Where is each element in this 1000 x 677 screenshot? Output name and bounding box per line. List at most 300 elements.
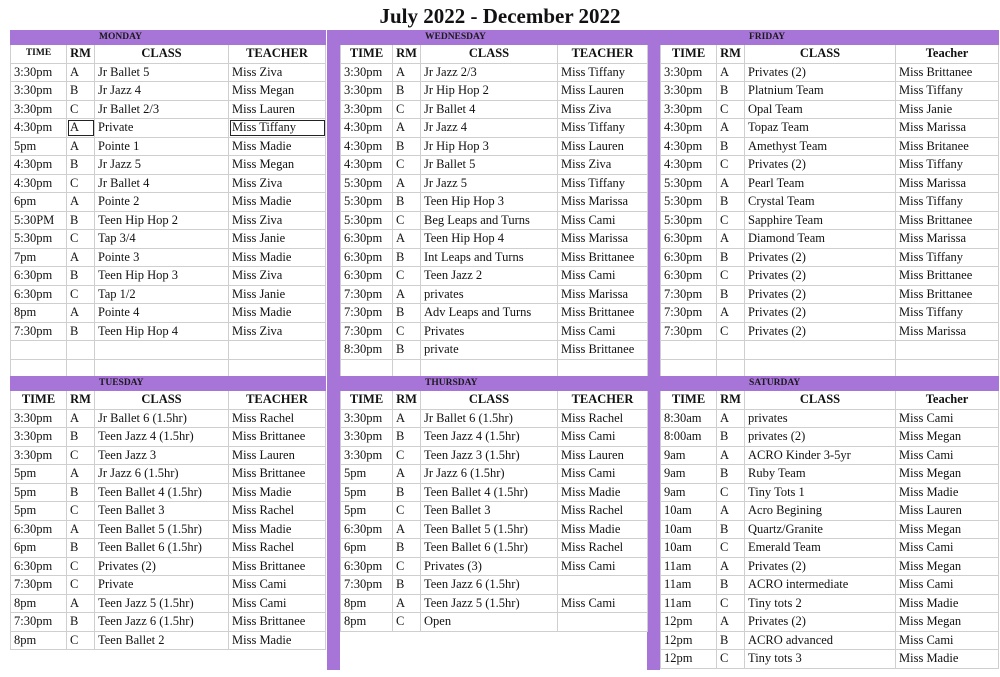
teacher-cell[interactable]: Miss Rachel [229, 502, 326, 521]
time-cell[interactable]: 3:30pm [11, 428, 67, 447]
teacher-cell[interactable]: Miss Tiffany [896, 82, 999, 101]
room-cell[interactable]: B [67, 613, 95, 632]
room-cell[interactable]: C [393, 502, 421, 521]
class-cell[interactable]: Tap 1/2 [95, 285, 229, 304]
time-cell[interactable]: 5pm [341, 483, 393, 502]
class-cell[interactable]: Tiny tots 2 [745, 594, 896, 613]
class-cell[interactable]: Int Leaps and Turns [421, 248, 558, 267]
class-cell[interactable]: Open [421, 613, 558, 632]
teacher-cell[interactable]: Miss Madie [558, 520, 648, 539]
class-cell[interactable]: Teen Hip Hop 4 [95, 322, 229, 341]
class-cell[interactable]: Teen Ballet 5 (1.5hr) [421, 520, 558, 539]
teacher-cell[interactable]: Miss Madie [896, 483, 999, 502]
time-cell[interactable]: 6:30pm [11, 557, 67, 576]
time-cell[interactable]: 7:30pm [661, 304, 717, 323]
class-cell[interactable]: Pointe 2 [95, 193, 229, 212]
teacher-cell[interactable]: Miss Rachel [229, 409, 326, 428]
time-cell[interactable]: 3:30pm [11, 446, 67, 465]
time-cell[interactable]: 3:30pm [341, 100, 393, 119]
room-cell[interactable]: C [393, 156, 421, 175]
class-cell[interactable]: Amethyst Team [745, 137, 896, 156]
room-cell[interactable]: B [393, 576, 421, 595]
teacher-cell[interactable]: Miss Madie [229, 631, 326, 650]
room-cell[interactable]: A [717, 230, 745, 249]
time-cell[interactable]: 5:30pm [661, 211, 717, 230]
teacher-cell[interactable] [558, 359, 648, 378]
time-cell[interactable]: 10am [661, 539, 717, 558]
room-cell[interactable]: B [717, 576, 745, 595]
teacher-cell[interactable]: Miss Lauren [229, 446, 326, 465]
time-cell[interactable]: 7:30pm [661, 285, 717, 304]
teacher-cell[interactable]: Miss Madie [229, 193, 326, 212]
room-cell[interactable]: C [67, 576, 95, 595]
class-cell[interactable]: Beg Leaps and Turns [421, 211, 558, 230]
teacher-cell[interactable]: Miss Lauren [558, 446, 648, 465]
time-cell[interactable]: 8:30am [661, 409, 717, 428]
teacher-cell[interactable]: Miss Cami [558, 557, 648, 576]
class-cell[interactable]: Sapphire Team [745, 211, 896, 230]
time-cell[interactable]: 4:30pm [11, 174, 67, 193]
room-cell[interactable]: B [393, 304, 421, 323]
teacher-cell[interactable]: Miss Tiffany [558, 174, 648, 193]
time-cell[interactable]: 7:30pm [341, 576, 393, 595]
class-cell[interactable]: Privates (2) [745, 285, 896, 304]
class-cell[interactable] [745, 359, 896, 378]
teacher-cell[interactable]: Miss Ziva [229, 322, 326, 341]
class-cell[interactable]: Pointe 1 [95, 137, 229, 156]
time-cell[interactable]: 5:30pm [341, 174, 393, 193]
room-cell[interactable]: A [717, 409, 745, 428]
time-cell[interactable]: 3:30pm [11, 100, 67, 119]
class-cell[interactable] [745, 341, 896, 360]
class-cell[interactable]: Teen Jazz 6 (1.5hr) [421, 576, 558, 595]
time-cell[interactable] [661, 359, 717, 378]
teacher-cell[interactable]: Miss Marissa [558, 230, 648, 249]
teacher-cell[interactable]: Miss Madie [229, 483, 326, 502]
time-cell[interactable]: 3:30pm [341, 446, 393, 465]
teacher-cell[interactable]: Miss Cami [896, 539, 999, 558]
class-cell[interactable]: Pointe 3 [95, 248, 229, 267]
room-cell[interactable]: A [393, 409, 421, 428]
time-cell[interactable]: 6pm [11, 539, 67, 558]
class-cell[interactable]: Teen Hip Hop 3 [95, 267, 229, 286]
time-cell[interactable]: 3:30pm [11, 409, 67, 428]
teacher-cell[interactable]: Miss Cami [558, 594, 648, 613]
teacher-cell[interactable]: Miss Madie [896, 650, 999, 669]
teacher-cell[interactable]: Miss Ziva [558, 156, 648, 175]
time-cell[interactable]: 12pm [661, 631, 717, 650]
teacher-cell[interactable]: Miss Rachel [558, 539, 648, 558]
time-cell[interactable]: 6pm [341, 539, 393, 558]
time-cell[interactable]: 5:30PM [11, 211, 67, 230]
teacher-cell[interactable]: Miss Megan [229, 82, 326, 101]
room-cell[interactable]: C [393, 100, 421, 119]
room-cell[interactable]: B [393, 82, 421, 101]
time-cell[interactable]: 7:30pm [11, 322, 67, 341]
room-cell[interactable]: C [717, 211, 745, 230]
time-cell[interactable]: 7:30pm [661, 322, 717, 341]
room-cell[interactable]: C [717, 650, 745, 669]
room-cell[interactable]: B [67, 267, 95, 286]
class-cell[interactable]: Crystal Team [745, 193, 896, 212]
class-cell[interactable]: private [421, 341, 558, 360]
teacher-cell[interactable] [896, 341, 999, 360]
room-cell[interactable]: B [67, 428, 95, 447]
room-cell[interactable]: A [717, 63, 745, 82]
class-cell[interactable]: Privates [421, 322, 558, 341]
time-cell[interactable]: 4:30pm [661, 119, 717, 138]
class-cell[interactable]: Jr Ballet 4 [95, 174, 229, 193]
room-cell[interactable]: A [67, 304, 95, 323]
room-cell[interactable]: B [717, 82, 745, 101]
room-cell[interactable]: C [717, 594, 745, 613]
teacher-cell[interactable]: Miss Janie [229, 230, 326, 249]
room-cell[interactable]: B [393, 248, 421, 267]
teacher-cell[interactable]: Miss Brittanee [558, 248, 648, 267]
teacher-cell[interactable]: Miss Britanee [896, 137, 999, 156]
time-cell[interactable]: 3:30pm [661, 63, 717, 82]
time-cell[interactable]: 8pm [11, 304, 67, 323]
time-cell[interactable]: 8:00am [661, 428, 717, 447]
teacher-cell[interactable]: Miss Janie [229, 285, 326, 304]
room-cell[interactable]: A [67, 193, 95, 212]
time-cell[interactable]: 3:30pm [341, 428, 393, 447]
class-cell[interactable]: Teen Ballet 3 [421, 502, 558, 521]
teacher-cell[interactable]: Miss Brittanee [229, 428, 326, 447]
time-cell[interactable]: 11am [661, 576, 717, 595]
class-cell[interactable]: Teen Jazz 3 (1.5hr) [421, 446, 558, 465]
class-cell[interactable]: Jr Jazz 6 (1.5hr) [421, 465, 558, 484]
time-cell[interactable]: 12pm [661, 613, 717, 632]
teacher-cell[interactable]: Miss Megan [229, 156, 326, 175]
class-cell[interactable]: Jr Jazz 4 [95, 82, 229, 101]
time-cell[interactable]: 3:30pm [341, 82, 393, 101]
class-cell[interactable]: Pointe 4 [95, 304, 229, 323]
room-cell[interactable]: C [717, 539, 745, 558]
time-cell[interactable]: 4:30pm [11, 119, 67, 138]
teacher-cell[interactable]: Miss Brittanee [229, 465, 326, 484]
class-cell[interactable]: Jr Ballet 4 [421, 100, 558, 119]
teacher-cell[interactable]: Miss Rachel [558, 409, 648, 428]
class-cell[interactable]: Jr Hip Hop 3 [421, 137, 558, 156]
room-cell[interactable]: A [393, 174, 421, 193]
room-cell[interactable]: C [393, 446, 421, 465]
time-cell[interactable]: 3:30pm [11, 82, 67, 101]
room-cell[interactable]: A [67, 594, 95, 613]
class-cell[interactable]: Jr Jazz 5 [95, 156, 229, 175]
teacher-cell[interactable]: Miss Ziva [229, 174, 326, 193]
class-cell[interactable]: Jr Jazz 5 [421, 174, 558, 193]
time-cell[interactable]: 4:30pm [661, 156, 717, 175]
time-cell[interactable]: 10am [661, 520, 717, 539]
class-cell[interactable]: Jr Ballet 5 [421, 156, 558, 175]
class-cell[interactable]: Privates (2) [745, 304, 896, 323]
teacher-cell[interactable]: Miss Tiffany [229, 119, 326, 138]
room-cell[interactable]: C [393, 322, 421, 341]
teacher-cell[interactable]: Miss Tiffany [896, 156, 999, 175]
room-cell[interactable]: A [717, 502, 745, 521]
room-cell[interactable]: A [717, 304, 745, 323]
teacher-cell[interactable]: Miss Megan [896, 520, 999, 539]
time-cell[interactable]: 5:30pm [341, 211, 393, 230]
room-cell[interactable]: C [67, 230, 95, 249]
class-cell[interactable]: Teen Hip Hop 4 [421, 230, 558, 249]
room-cell[interactable]: A [67, 119, 95, 138]
time-cell[interactable]: 6:30pm [11, 285, 67, 304]
time-cell[interactable]: 7pm [11, 248, 67, 267]
time-cell[interactable]: 4:30pm [341, 156, 393, 175]
time-cell[interactable]: 3:30pm [661, 82, 717, 101]
room-cell[interactable]: C [393, 267, 421, 286]
class-cell[interactable]: Teen Hip Hop 2 [95, 211, 229, 230]
class-cell[interactable]: Pearl Team [745, 174, 896, 193]
room-cell[interactable] [393, 359, 421, 378]
room-cell[interactable]: C [717, 100, 745, 119]
room-cell[interactable]: A [67, 520, 95, 539]
room-cell[interactable]: A [393, 594, 421, 613]
room-cell[interactable]: B [393, 137, 421, 156]
class-cell[interactable]: privates (2) [745, 428, 896, 447]
class-cell[interactable]: Teen Jazz 2 [421, 267, 558, 286]
time-cell[interactable]: 5:30pm [661, 193, 717, 212]
teacher-cell[interactable]: Miss Marissa [896, 174, 999, 193]
class-cell[interactable]: privates [745, 409, 896, 428]
room-cell[interactable]: C [717, 322, 745, 341]
room-cell[interactable]: A [67, 137, 95, 156]
room-cell[interactable]: C [717, 156, 745, 175]
class-cell[interactable]: Teen Jazz 4 (1.5hr) [421, 428, 558, 447]
time-cell[interactable]: 5pm [341, 465, 393, 484]
teacher-cell[interactable]: Miss Cami [558, 211, 648, 230]
room-cell[interactable]: C [67, 502, 95, 521]
teacher-cell[interactable]: Miss Tiffany [558, 63, 648, 82]
class-cell[interactable]: Privates (2) [745, 322, 896, 341]
room-cell[interactable]: A [393, 119, 421, 138]
class-cell[interactable]: Diamond Team [745, 230, 896, 249]
room-cell[interactable]: A [393, 285, 421, 304]
class-cell[interactable]: Ruby Team [745, 465, 896, 484]
class-cell[interactable]: Quartz/Granite [745, 520, 896, 539]
room-cell[interactable]: C [67, 557, 95, 576]
time-cell[interactable]: 4:30pm [661, 137, 717, 156]
teacher-cell[interactable]: Miss Madie [558, 483, 648, 502]
class-cell[interactable]: Opal Team [745, 100, 896, 119]
room-cell[interactable]: B [67, 156, 95, 175]
teacher-cell[interactable]: Miss Cami [896, 446, 999, 465]
teacher-cell[interactable]: Miss Madie [229, 520, 326, 539]
class-cell[interactable]: Jr Jazz 4 [421, 119, 558, 138]
teacher-cell[interactable]: Miss Madie [229, 304, 326, 323]
class-cell[interactable]: Teen Jazz 3 [95, 446, 229, 465]
class-cell[interactable]: Privates (2) [745, 557, 896, 576]
teacher-cell[interactable]: Miss Brittanee [229, 613, 326, 632]
class-cell[interactable]: Jr Ballet 6 (1.5hr) [421, 409, 558, 428]
class-cell[interactable]: ACRO Kinder 3-5yr [745, 446, 896, 465]
time-cell[interactable] [661, 341, 717, 360]
time-cell[interactable]: 7:30pm [11, 613, 67, 632]
room-cell[interactable]: B [67, 539, 95, 558]
teacher-cell[interactable]: Miss Brittanee [229, 557, 326, 576]
class-cell[interactable]: Topaz Team [745, 119, 896, 138]
time-cell[interactable]: 8pm [341, 594, 393, 613]
room-cell[interactable]: B [393, 193, 421, 212]
room-cell[interactable]: A [67, 63, 95, 82]
time-cell[interactable]: 7:30pm [11, 576, 67, 595]
time-cell[interactable]: 5pm [11, 502, 67, 521]
teacher-cell[interactable]: Miss Cami [896, 631, 999, 650]
class-cell[interactable]: Teen Jazz 4 (1.5hr) [95, 428, 229, 447]
time-cell[interactable]: 8pm [11, 594, 67, 613]
teacher-cell[interactable]: Miss Brittanee [896, 211, 999, 230]
room-cell[interactable]: C [393, 613, 421, 632]
teacher-cell[interactable]: Miss Ziva [558, 100, 648, 119]
class-cell[interactable]: Privates (2) [95, 557, 229, 576]
class-cell[interactable]: Teen Hip Hop 3 [421, 193, 558, 212]
time-cell[interactable]: 5:30pm [11, 230, 67, 249]
class-cell[interactable]: Teen Jazz 5 (1.5hr) [95, 594, 229, 613]
time-cell[interactable]: 6:30pm [341, 267, 393, 286]
room-cell[interactable]: A [717, 174, 745, 193]
teacher-cell[interactable]: Miss Madie [229, 137, 326, 156]
room-cell[interactable]: A [393, 520, 421, 539]
class-cell[interactable]: Tiny tots 3 [745, 650, 896, 669]
time-cell[interactable] [11, 341, 67, 360]
teacher-cell[interactable]: Miss Ziva [229, 267, 326, 286]
room-cell[interactable]: B [67, 211, 95, 230]
time-cell[interactable]: 6pm [11, 193, 67, 212]
class-cell[interactable]: Teen Ballet 4 (1.5hr) [95, 483, 229, 502]
teacher-cell[interactable]: Miss Madie [229, 248, 326, 267]
time-cell[interactable]: 7:30pm [341, 285, 393, 304]
class-cell[interactable]: Privates (2) [745, 63, 896, 82]
class-cell[interactable]: privates [421, 285, 558, 304]
time-cell[interactable]: 5pm [11, 465, 67, 484]
room-cell[interactable]: B [67, 82, 95, 101]
room-cell[interactable]: B [393, 539, 421, 558]
room-cell[interactable]: A [67, 465, 95, 484]
class-cell[interactable]: Private [95, 576, 229, 595]
time-cell[interactable]: 3:30pm [341, 409, 393, 428]
room-cell[interactable]: C [67, 631, 95, 650]
teacher-cell[interactable]: Miss Cami [558, 267, 648, 286]
time-cell[interactable]: 6:30pm [11, 267, 67, 286]
room-cell[interactable]: A [393, 230, 421, 249]
time-cell[interactable]: 3:30pm [341, 63, 393, 82]
class-cell[interactable]: Tap 3/4 [95, 230, 229, 249]
time-cell[interactable]: 9am [661, 446, 717, 465]
teacher-cell[interactable]: Miss Lauren [229, 100, 326, 119]
teacher-cell[interactable] [229, 341, 326, 360]
room-cell[interactable]: B [717, 193, 745, 212]
room-cell[interactable]: B [717, 465, 745, 484]
room-cell[interactable]: C [67, 174, 95, 193]
time-cell[interactable]: 3:30pm [11, 63, 67, 82]
time-cell[interactable]: 5pm [341, 502, 393, 521]
class-cell[interactable]: Jr Ballet 5 [95, 63, 229, 82]
class-cell[interactable]: Jr Ballet 6 (1.5hr) [95, 409, 229, 428]
class-cell[interactable]: ACRO intermediate [745, 576, 896, 595]
teacher-cell[interactable]: Miss Brittanee [896, 285, 999, 304]
class-cell[interactable]: Teen Ballet 3 [95, 502, 229, 521]
time-cell[interactable]: 9am [661, 483, 717, 502]
teacher-cell[interactable]: Miss Cami [558, 322, 648, 341]
time-cell[interactable]: 11am [661, 594, 717, 613]
class-cell[interactable]: Teen Ballet 4 (1.5hr) [421, 483, 558, 502]
teacher-cell[interactable] [229, 359, 326, 378]
time-cell[interactable]: 8pm [341, 613, 393, 632]
room-cell[interactable]: C [67, 100, 95, 119]
class-cell[interactable]: Privates (3) [421, 557, 558, 576]
room-cell[interactable]: B [67, 322, 95, 341]
teacher-cell[interactable]: Miss Megan [896, 557, 999, 576]
teacher-cell[interactable]: Miss Megan [896, 465, 999, 484]
room-cell[interactable]: B [717, 285, 745, 304]
class-cell[interactable] [95, 359, 229, 378]
teacher-cell[interactable]: Miss Madie [896, 594, 999, 613]
teacher-cell[interactable]: Miss Marissa [896, 322, 999, 341]
class-cell[interactable]: ACRO advanced [745, 631, 896, 650]
room-cell[interactable]: B [393, 428, 421, 447]
teacher-cell[interactable]: Miss Ziva [229, 63, 326, 82]
room-cell[interactable] [67, 359, 95, 378]
time-cell[interactable]: 5:30pm [661, 174, 717, 193]
teacher-cell[interactable] [558, 576, 648, 595]
time-cell[interactable]: 4:30pm [11, 156, 67, 175]
room-cell[interactable]: C [393, 557, 421, 576]
room-cell[interactable] [717, 359, 745, 378]
class-cell[interactable]: Jr Ballet 2/3 [95, 100, 229, 119]
time-cell[interactable]: 7:30pm [341, 304, 393, 323]
time-cell[interactable]: 6:30pm [341, 248, 393, 267]
teacher-cell[interactable]: Miss Marissa [558, 285, 648, 304]
room-cell[interactable]: C [717, 483, 745, 502]
class-cell[interactable]: Teen Ballet 6 (1.5hr) [95, 539, 229, 558]
teacher-cell[interactable]: Miss Tiffany [896, 248, 999, 267]
teacher-cell[interactable]: Miss Cami [896, 409, 999, 428]
time-cell[interactable]: 10am [661, 502, 717, 521]
teacher-cell[interactable]: Miss Tiffany [896, 193, 999, 212]
time-cell[interactable]: 5:30pm [341, 193, 393, 212]
class-cell[interactable]: Platnium Team [745, 82, 896, 101]
class-cell[interactable] [421, 359, 558, 378]
class-cell[interactable]: Teen Jazz 6 (1.5hr) [95, 613, 229, 632]
teacher-cell[interactable]: Miss Tiffany [558, 119, 648, 138]
time-cell[interactable]: 12pm [661, 650, 717, 669]
class-cell[interactable]: Adv Leaps and Turns [421, 304, 558, 323]
teacher-cell[interactable]: Miss Brittanee [896, 267, 999, 286]
time-cell[interactable]: 6:30pm [341, 520, 393, 539]
time-cell[interactable]: 3:30pm [661, 100, 717, 119]
time-cell[interactable]: 4:30pm [341, 119, 393, 138]
teacher-cell[interactable]: Miss Lauren [896, 502, 999, 521]
time-cell[interactable] [11, 359, 67, 378]
time-cell[interactable]: 8:30pm [341, 341, 393, 360]
class-cell[interactable]: Jr Hip Hop 2 [421, 82, 558, 101]
room-cell[interactable]: A [393, 63, 421, 82]
teacher-cell[interactable] [896, 359, 999, 378]
room-cell[interactable]: C [393, 211, 421, 230]
teacher-cell[interactable]: Miss Brittanee [896, 63, 999, 82]
time-cell[interactable]: 8pm [11, 631, 67, 650]
room-cell[interactable]: C [67, 285, 95, 304]
class-cell[interactable]: Acro Begining [745, 502, 896, 521]
time-cell[interactable]: 6:30pm [341, 230, 393, 249]
time-cell[interactable]: 5pm [11, 483, 67, 502]
room-cell[interactable]: A [717, 446, 745, 465]
room-cell[interactable]: A [717, 557, 745, 576]
class-cell[interactable]: Teen Jazz 5 (1.5hr) [421, 594, 558, 613]
class-cell[interactable]: Privates (2) [745, 248, 896, 267]
